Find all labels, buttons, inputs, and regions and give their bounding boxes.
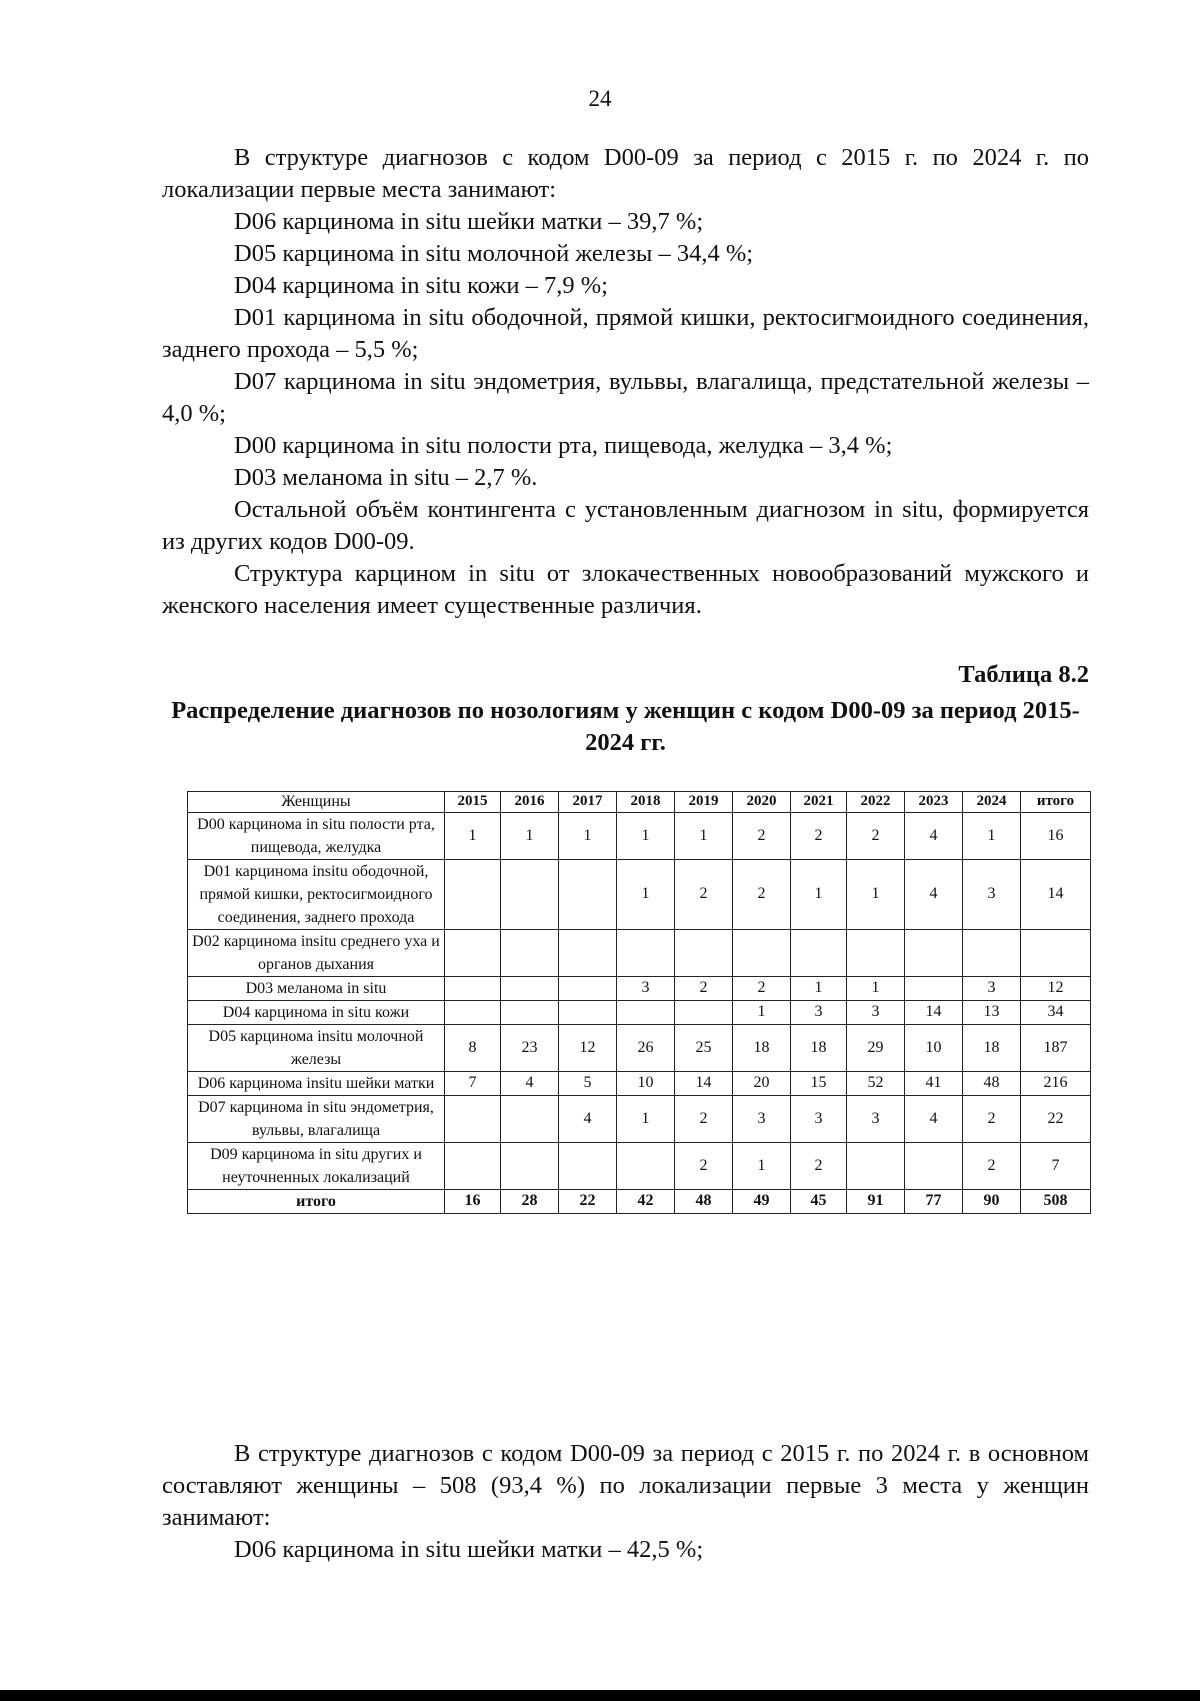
table-row [188, 1142, 1091, 1189]
row-label: D09 карцинома in situ других и неуточненных локализаций [188, 1142, 445, 1189]
list-item: D07 карцинома in situ эндометрия, вульвы, влагалища, предстательной железы – 4,0 %; [162, 368, 1089, 427]
table-cell [847, 929, 905, 976]
table-cell: 23 [501, 1024, 559, 1071]
table-cell [733, 929, 791, 976]
table-cell: 1 [445, 812, 501, 859]
table-header-row [188, 792, 1091, 813]
row-label: итого [188, 1189, 445, 1213]
table-cell: 77 [905, 1189, 963, 1213]
table-cell: 3 [847, 1095, 905, 1142]
table-cell [617, 1142, 675, 1189]
header-year: 2019 [675, 792, 733, 813]
table-cell: 3 [733, 1095, 791, 1142]
table-cell: 90 [963, 1189, 1021, 1213]
table-cell [791, 929, 847, 976]
table-cell: 1 [501, 812, 559, 859]
table-cell [445, 976, 501, 1000]
row-label: D05 карцинома insitu молочной железы [188, 1024, 445, 1071]
row-total-cell: 34 [1021, 1000, 1091, 1024]
row-label: D00 карцинома in situ полости рта, пищевода, желудка [188, 812, 445, 859]
table-cell: 15 [791, 1071, 847, 1095]
table-cell [559, 976, 617, 1000]
list-item: D06 карцинома in situ шейки матки – 42,5 %; [234, 1536, 704, 1563]
table-cell: 13 [963, 1000, 1021, 1024]
header-total: итого [1021, 792, 1091, 813]
table-cell: 1 [791, 859, 847, 929]
row-label: D03 меланома in situ [188, 976, 445, 1000]
row-total-cell: 187 [1021, 1024, 1091, 1071]
intro-section [162, 142, 1089, 622]
table-cell [905, 929, 963, 976]
table-cell: 1 [617, 1095, 675, 1142]
table-cell: 29 [847, 1024, 905, 1071]
table-cell: 4 [905, 859, 963, 929]
table-cell: 2 [963, 1142, 1021, 1189]
table-cell: 1 [617, 812, 675, 859]
table-cell [559, 859, 617, 929]
table-cell: 14 [675, 1071, 733, 1095]
outro-section [162, 1438, 1089, 1566]
list-item: D06 карцинома in situ шейки матки – 39,7 %; [234, 208, 704, 235]
table-row [188, 976, 1091, 1000]
list-item: D05 карцинома in situ молочной железы – 34,4 %; [234, 240, 754, 267]
table-cell [675, 929, 733, 976]
table-cell [905, 1142, 963, 1189]
table-cell: 1 [847, 976, 905, 1000]
table-cell: 2 [733, 976, 791, 1000]
table-cell: 2 [675, 859, 733, 929]
table-cell [675, 1000, 733, 1024]
table-cell: 2 [733, 859, 791, 929]
table-cell [559, 1142, 617, 1189]
table-cell: 26 [617, 1024, 675, 1071]
row-total-cell: 216 [1021, 1071, 1091, 1095]
table-cell: 3 [791, 1095, 847, 1142]
table-cell: 20 [733, 1071, 791, 1095]
header-year: 2022 [847, 792, 905, 813]
table-cell: 3 [791, 1000, 847, 1024]
table-cell: 4 [559, 1095, 617, 1142]
table-row [188, 1000, 1091, 1024]
table-cell: 52 [847, 1071, 905, 1095]
list-item: D04 карцинома in situ кожи – 7,9 %; [234, 272, 608, 299]
table-cell [445, 929, 501, 976]
scan-edge [0, 1690, 1200, 1701]
row-total-cell: 16 [1021, 812, 1091, 859]
table-cell: 28 [501, 1189, 559, 1213]
table-cell: 3 [963, 976, 1021, 1000]
row-total-cell [1021, 929, 1091, 976]
table-cell: 8 [445, 1024, 501, 1071]
row-label: D04 карцинома in situ кожи [188, 1000, 445, 1024]
table-cell: 2 [791, 812, 847, 859]
table-row [188, 1024, 1091, 1071]
page-number: 24 [588, 86, 612, 111]
table-cell: 2 [675, 1095, 733, 1142]
table-cell [559, 929, 617, 976]
table-cell: 25 [675, 1024, 733, 1071]
row-total-cell: 22 [1021, 1095, 1091, 1142]
table-cell: 1 [963, 812, 1021, 859]
header-year: 2020 [733, 792, 791, 813]
table-cell: 91 [847, 1189, 905, 1213]
table-cell: 16 [445, 1189, 501, 1213]
table-cell [501, 1142, 559, 1189]
data-table [187, 791, 1091, 1214]
remaining-paragraph: Остальной объём контингента с установленным диагнозом in situ, формируется из других кодов D00-09. [162, 496, 1089, 555]
table-cell: 45 [791, 1189, 847, 1213]
header-year: 2017 [559, 792, 617, 813]
table-cell [617, 1000, 675, 1024]
table-row [188, 1071, 1091, 1095]
table-cell [559, 1000, 617, 1024]
table-cell: 3 [847, 1000, 905, 1024]
table-cell: 2 [675, 976, 733, 1000]
table-cell: 1 [733, 1142, 791, 1189]
header-year: 2016 [501, 792, 559, 813]
header-year: 2024 [963, 792, 1021, 813]
table-cell [501, 976, 559, 1000]
table-row [188, 929, 1091, 976]
table-cell: 2 [675, 1142, 733, 1189]
table-cell: 12 [559, 1024, 617, 1071]
table-cell: 4 [905, 812, 963, 859]
structure-paragraph: Структура карцином in situ от злокачественных новообразований мужского и женского населения имеет существенные различия. [162, 560, 1089, 619]
table-cell: 49 [733, 1189, 791, 1213]
table-cell [501, 929, 559, 976]
table-cell [445, 1000, 501, 1024]
table-cell [905, 976, 963, 1000]
table-cell: 1 [733, 1000, 791, 1024]
table-cell: 42 [617, 1189, 675, 1213]
table-cell: 48 [675, 1189, 733, 1213]
table-row [188, 859, 1091, 929]
table-number: Таблица 8.2 [958, 661, 1089, 688]
row-total-cell: 14 [1021, 859, 1091, 929]
table-cell [445, 859, 501, 929]
header-year: 2015 [445, 792, 501, 813]
table-cell [501, 859, 559, 929]
table-cell: 3 [963, 859, 1021, 929]
table-cell: 18 [733, 1024, 791, 1071]
intro-paragraph: В структуре диагнозов с кодом D00-09 за период с 2015 г. по 2024 г. по локализации первые места занимают: [162, 144, 1089, 203]
row-label: D06 карцинома insitu шейки матки [188, 1071, 445, 1095]
table-cell [617, 929, 675, 976]
table-cell: 1 [847, 859, 905, 929]
table-row [188, 812, 1091, 859]
table-cell: 10 [617, 1071, 675, 1095]
row-total-cell: 508 [1021, 1189, 1091, 1213]
list-item: D01 карцинома in situ ободочной, прямой кишки, ректосигмоидного соединения, заднего прохода – 5,5 %; [162, 304, 1089, 363]
table-cell: 7 [445, 1071, 501, 1095]
table-cell: 18 [963, 1024, 1021, 1071]
row-total-cell: 12 [1021, 976, 1091, 1000]
table-cell: 3 [617, 976, 675, 1000]
row-label: D02 карцинома insitu среднего уха и органов дыхания [188, 929, 445, 976]
header-year: 2021 [791, 792, 847, 813]
table-cell: 48 [963, 1071, 1021, 1095]
header-year: 2018 [617, 792, 675, 813]
table-cell: 1 [617, 859, 675, 929]
row-label: D01 карцинома insitu ободочной, прямой кишки, ректосигмоидного соединения, заднего прохода [188, 859, 445, 929]
table-cell [445, 1095, 501, 1142]
table-cell: 1 [675, 812, 733, 859]
table-cell [501, 1000, 559, 1024]
table-cell: 2 [791, 1142, 847, 1189]
row-total-cell: 7 [1021, 1142, 1091, 1189]
table-cell: 1 [559, 812, 617, 859]
row-label: D07 карцинома in situ эндометрия, вульвы, влагалища [188, 1095, 445, 1142]
table-cell: 2 [847, 812, 905, 859]
table-cell: 22 [559, 1189, 617, 1213]
list-item: D03 меланома in situ – 2,7 %. [234, 464, 538, 491]
table-cell: 2 [733, 812, 791, 859]
table-cell: 4 [905, 1095, 963, 1142]
table-cell: 18 [791, 1024, 847, 1071]
table-cell [847, 1142, 905, 1189]
table-cell: 4 [501, 1071, 559, 1095]
header-women: Женщины [188, 792, 445, 813]
table-cell: 41 [905, 1071, 963, 1095]
table-cell [501, 1095, 559, 1142]
table-caption: Распределение диагнозов по нозологиям у женщин с кодом D00-09 за период 2015-2024 гг. [171, 697, 1080, 756]
header-year: 2023 [905, 792, 963, 813]
table-cell: 2 [963, 1095, 1021, 1142]
list-item: D00 карцинома in situ полости рта, пищевода, желудка – 3,4 %; [234, 432, 893, 459]
table-row [188, 1095, 1091, 1142]
table-cell: 1 [791, 976, 847, 1000]
outro-paragraph: В структуре диагнозов с кодом D00-09 за период с 2015 г. по 2024 г. в основном составляют женщины – 508 (93,4 %) по локализации первые 3 места у женщин занимают: [162, 1440, 1089, 1531]
table-cell: 14 [905, 1000, 963, 1024]
table-total-row [188, 1189, 1091, 1213]
table-cell: 5 [559, 1071, 617, 1095]
table-cell [445, 1142, 501, 1189]
table-cell: 10 [905, 1024, 963, 1071]
table-cell [963, 929, 1021, 976]
